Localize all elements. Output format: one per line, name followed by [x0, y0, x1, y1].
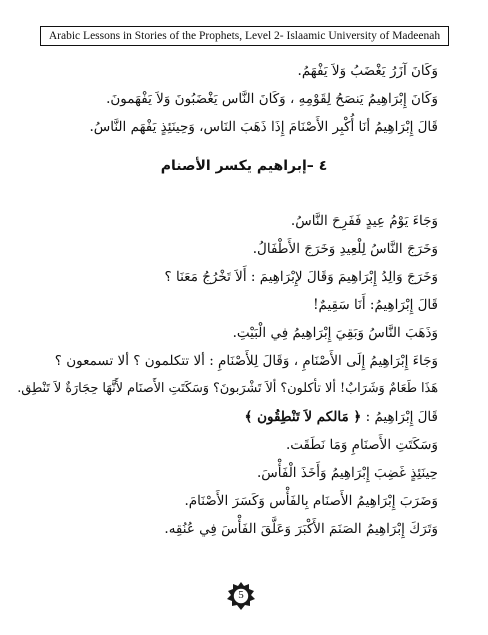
- story-line: هَذَا طَعَامٌ وَشَرَابٌ! ألا تأكلون؟ ألاَ تَشْرَبونَ؟ وَسَكَتَتِ الأَصنَام لأَنَّهَا حِجَارَةٌ لاَ تَنْطِق.: [17, 381, 438, 396]
- section-heading: ٤ –إبراهيم يكسر الأصنام: [160, 158, 328, 174]
- story-line: وَخَرَجَ النَّاسُ لِلْعِيدِ وَخَرَجَ الأَطْفَالُ.: [252, 241, 438, 257]
- closing-line: وَسَكَتَتِ الأَصنَامِ وَمَا نَطَقَت.: [285, 437, 438, 453]
- story-line: قَالَ إِبْرَاهِيمُ: أَنَا سَقِيمٌ!: [313, 297, 438, 313]
- book-header: Arabic Lessons in Stories of the Prophets, Level 2- Islaamic University of Madeenah: [40, 26, 449, 46]
- quran-line: [38, 406, 438, 428]
- closing-line: وَضَرَبَ إِبْرَاهِيمُ الأَصنَام بِالفَأْس وَكَسَرَ الأَصْنَامَ.: [184, 493, 438, 509]
- page-number: 5: [238, 589, 244, 601]
- intro-line: قَالَ إِبْرَاهِيمُ أنَا أُكْبِر الأَصْنَامَ إِذَا ذَهَبَ النَاس، وَحِينَئِذٍ يَفْهَم النَّاسُ.: [89, 119, 438, 135]
- intro-line: وَكَانَ إِبْرَاهِيمُ يَنصَحُ لِقَوْمِهِ ، وَكَانَ النَّاس يَغْضَبُونَ وَلاَ يَفْهَمونَ.: [106, 91, 438, 107]
- intro-line: وَكَانَ آزَرُ يَغْضَبُ وَلاَ يَفْهَمُ.: [297, 63, 438, 79]
- story-line: وَذَهَبَ النَّاسُ وَبَقِيَ إِبْرَاهِيمُ فِي الْبَيْتِ.: [232, 325, 438, 341]
- story-line: وَجَاءَ يَوْمُ عِيدٍ فَفَرِحَ النَّاسُ.: [290, 213, 438, 229]
- story-line: وَخَرَجَ وَالِدُ إِبْرَاهِيمَ وَقَالَ لإِبْرَاهِيمَ : أَلاَ تَخْرُجُ مَعَنَا ؟: [164, 269, 438, 285]
- quran-prefix: قَالَ إِبْرَاهِيمُ :: [361, 409, 438, 425]
- closing-line: حِينَئِذٍ غَضِبَ إِبْرَاهِيمُ وَأَخَذَ الْفَأْسَ.: [256, 465, 438, 481]
- quran-verse: ﴿ مَالكم لاَ تَنْطِقُون ﴾: [244, 409, 362, 425]
- story-line: وَجَاءَ إِبْرَاهِيمُ إِلَى الأَصْنَامِ ، وَقَالَ لِلأَصْنَامِ : ألا تتكلمون ؟ ألا تسمعون ؟: [54, 353, 438, 369]
- closing-line: وَتَرَكَ إِبْرَاهِيمُ الصَنَمَ الأَكْبَرَ وَعَلَّقَ الفَأْسَ فِي عُنُقِه.: [164, 521, 438, 537]
